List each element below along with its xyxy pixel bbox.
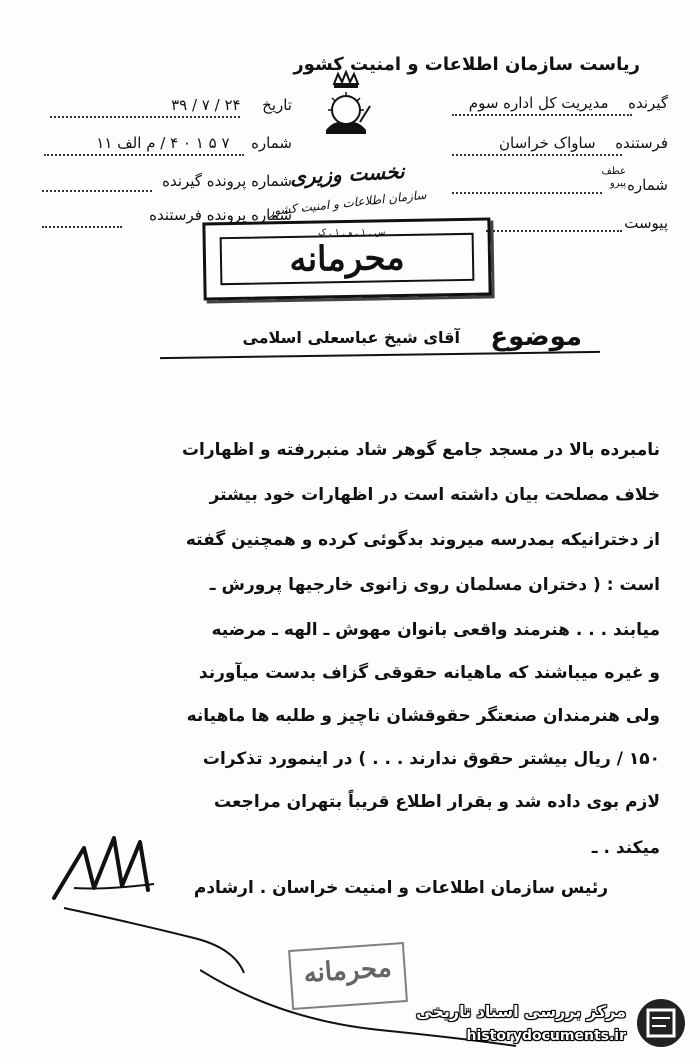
ref-dotline xyxy=(452,192,602,194)
body-line: لازم بوی داده شد و بقرار اطلاع قریباً بتهران مراجعت xyxy=(213,792,660,812)
ref-sub-bottom: پیرو xyxy=(609,178,626,189)
ref-sub-top: عطف xyxy=(601,166,626,177)
confidential-stamp-inner xyxy=(220,233,475,285)
watermark-url: historydocuments.ir xyxy=(466,1028,626,1044)
number-dotline xyxy=(44,154,244,156)
body-line: میکند . ـ xyxy=(591,838,660,858)
number-value: ۷ ۵ ۱ ۰ ۴ / م الف ۱۱ xyxy=(96,134,230,152)
handwritten-signature-icon xyxy=(44,828,254,978)
header-title: ریاست سازمان اطلاعات و امنیت کشور xyxy=(293,54,640,75)
subject-value: آقای شیخ عباسعلی اسلامی xyxy=(242,328,460,347)
sender-file-label: شماره پرونده فرستنده xyxy=(149,206,292,224)
archive-logo-icon xyxy=(634,996,688,1050)
sender-label: فرستنده xyxy=(615,134,668,152)
number-label: شماره xyxy=(251,134,292,152)
sender-row xyxy=(499,134,668,152)
number-row xyxy=(96,134,292,152)
stamp-small-code: س . ۱ . و . ۱ . ک xyxy=(318,228,386,238)
attachment-label: پیوست xyxy=(624,214,668,232)
body-line: میابند . . . هنرمند واقعی بانوان مهوش ـ الهه ـ مرضیه xyxy=(211,620,660,640)
receiver-dotline xyxy=(452,114,632,116)
body-line: ولی هنرمندان صنعتگر حقوقشان ناچیز و طلبه ها ماهیانه xyxy=(186,706,660,726)
receiver-file-row xyxy=(162,172,292,190)
ref-sub xyxy=(601,166,626,190)
signature-line: رئیس سازمان اطلاعات و امنیت خراسان . ارشادم xyxy=(193,878,608,898)
receiver-value: مدیریت کل اداره سوم xyxy=(468,94,609,112)
receiver-file-dotline xyxy=(42,190,152,192)
body-line: است : ( دختران مسلمان روی زانوی خارجیها پرورش ـ xyxy=(209,575,660,595)
ministry-script-title: نخست وزیری xyxy=(289,159,406,189)
lion-and-sun-emblem-icon xyxy=(316,70,376,140)
attachment-dotline xyxy=(486,230,622,232)
body-line: خلاف مصلحت بیان داشته است در اظهارات خود بیشتر xyxy=(209,485,660,505)
bottom-confidential-stamp xyxy=(288,942,408,1010)
attachment-row xyxy=(624,214,668,232)
date-dotline xyxy=(50,116,240,118)
body-line: نامبرده بالا در مسجد جامع گوهر شاد منبررفته و اظهارات xyxy=(181,440,660,460)
date-value: ۲۴ / ۷ / ۳۹ xyxy=(171,96,241,114)
subject-underline xyxy=(160,351,600,359)
receiver-row xyxy=(469,94,668,112)
ministry-script-subtitle: سازمان اطلاعات و امنیت کشور xyxy=(267,187,428,219)
body-line: و غیره میباشند که ماهیانه حقوقی گزاف بدست میآورند xyxy=(198,663,660,683)
body-line: ۱۵۰ / ریال بیشتر حقوق ندارند . . . ) در اینمورد تذکرات xyxy=(202,749,660,769)
body-line: از دخترانیکه بمدرسه میروند بدگوئی کرده و همچنین گفته xyxy=(185,530,660,550)
date-label: تاریخ xyxy=(262,96,292,114)
sender-value: ساواک خراسان xyxy=(499,134,596,152)
ref-row xyxy=(627,176,668,194)
receiver-file-label: شماره پرونده گیرنده xyxy=(162,172,292,190)
receiver-label: گیرنده xyxy=(628,94,668,112)
confidential-stamp-text: محرمانه xyxy=(289,237,405,281)
watermark-title: مرکز بررسی اسناد تاریخی xyxy=(416,1002,626,1021)
date-row xyxy=(171,96,292,114)
confidential-stamp xyxy=(202,217,491,300)
ref-label: شماره xyxy=(627,176,668,194)
bottom-stamp-text: محرمانه xyxy=(302,952,393,990)
sender-dotline xyxy=(452,154,622,156)
sender-file-dotline xyxy=(42,226,122,228)
subject-label: موضوع xyxy=(490,322,582,352)
